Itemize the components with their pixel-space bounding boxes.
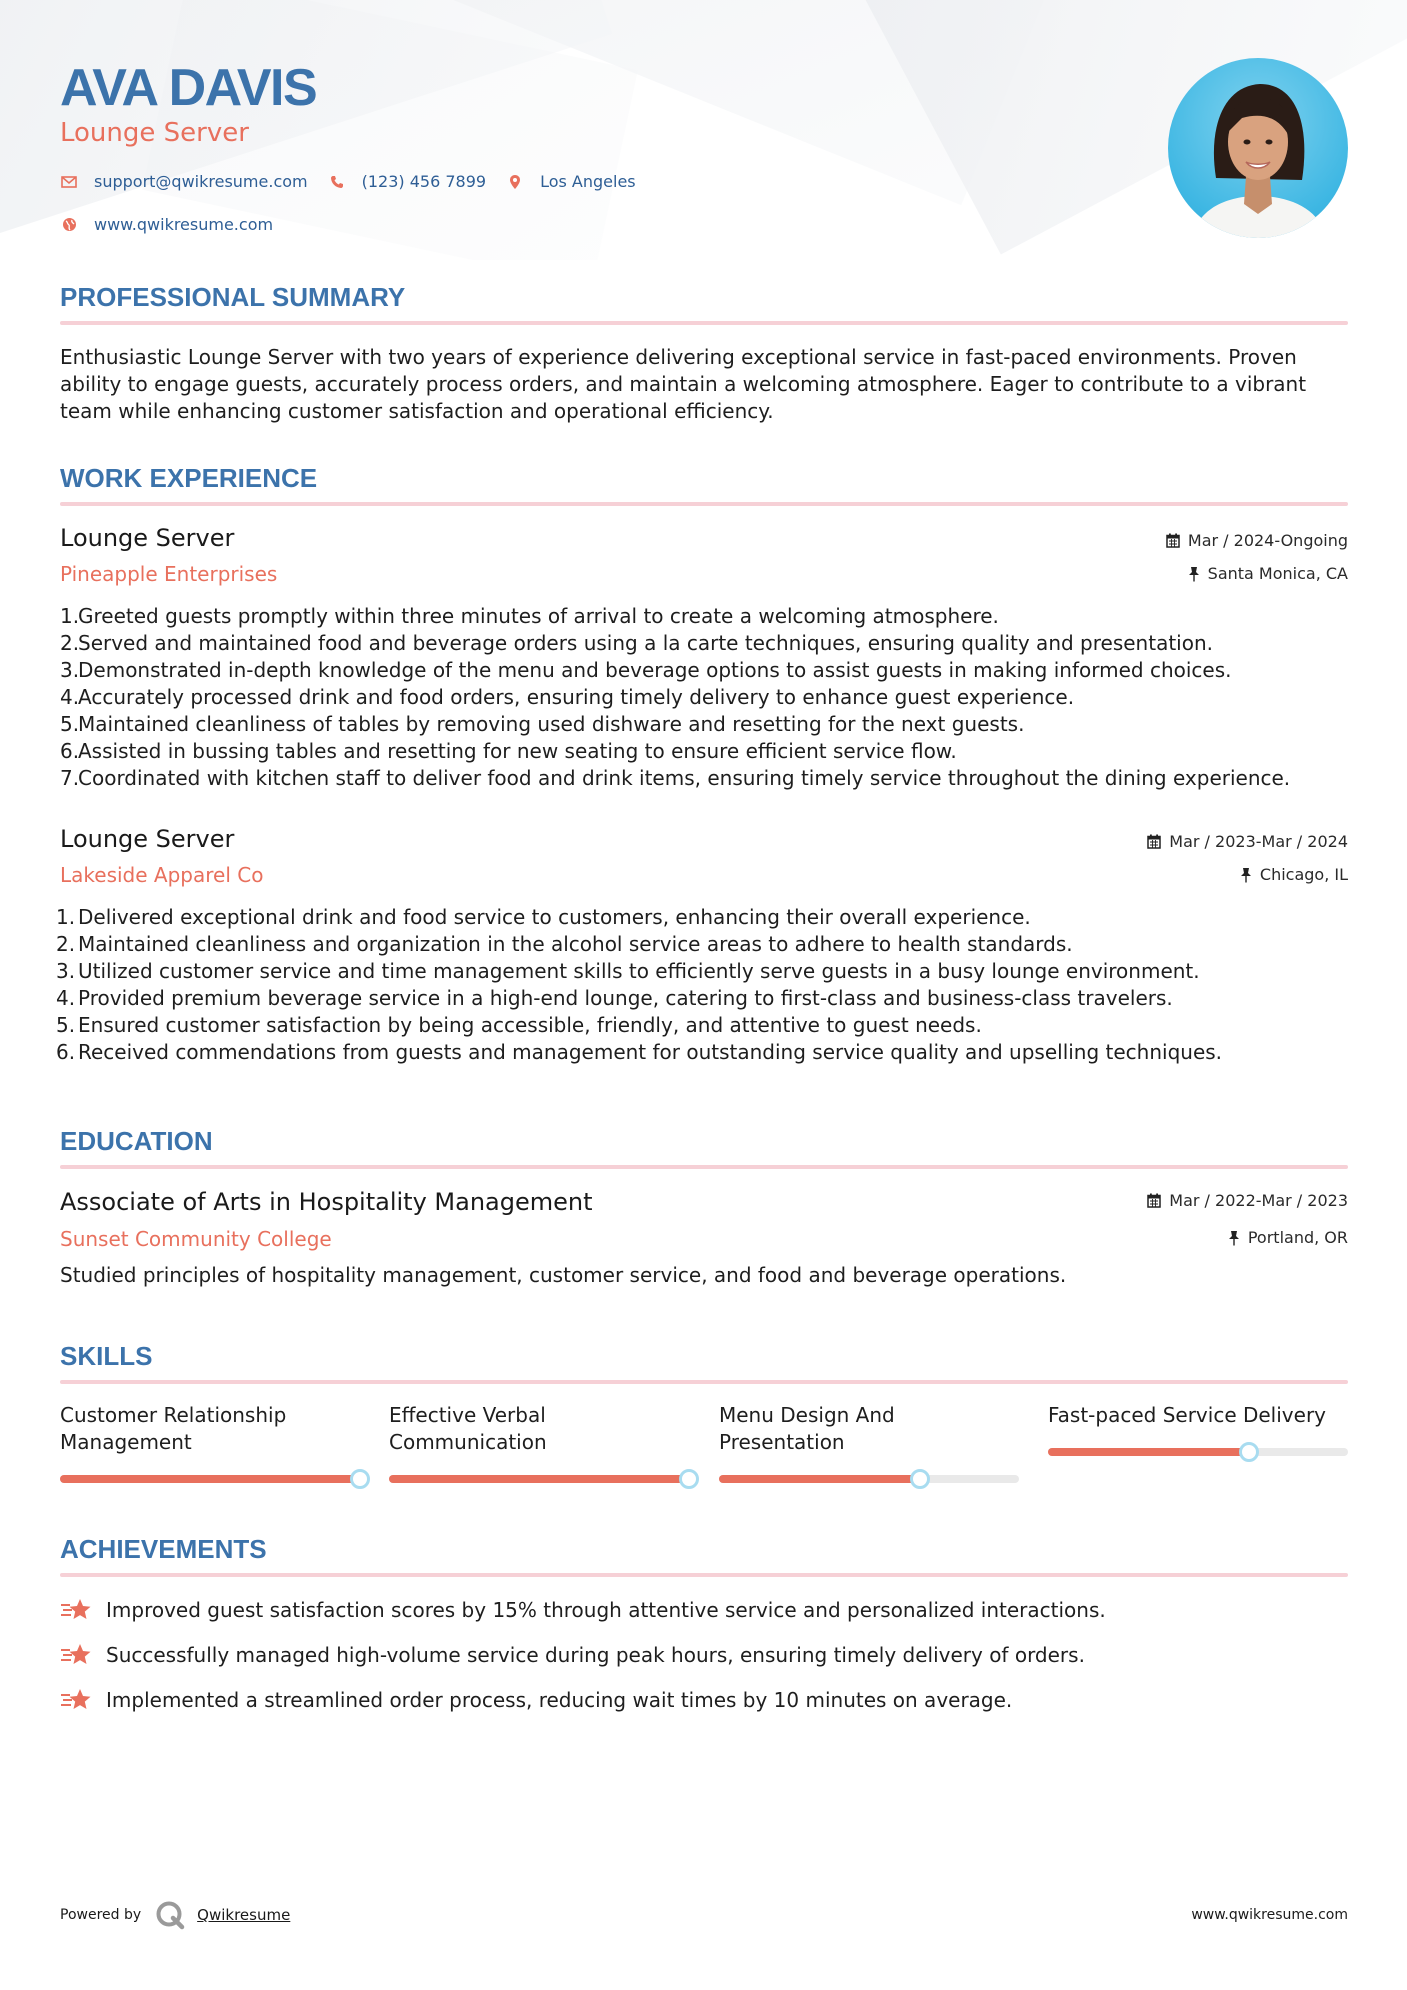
list-item: 3. Utilized customer service and time management skills to efficiently serve guests in a busy lounge environment. <box>56 959 1200 983</box>
section-divider <box>60 1380 1348 1384</box>
job-title: Lounge Server <box>60 825 235 853</box>
section-title-education: EDUCATION <box>60 1126 213 1156</box>
location-pin-icon <box>506 173 524 191</box>
phone-icon <box>328 173 346 191</box>
section-title-summary: PROFESSIONAL SUMMARY <box>60 282 406 312</box>
list-item: 2. Maintained cleanliness and organization in the alcohol service areas to adhere to health standards. <box>56 932 1073 956</box>
candidate-role: Lounge Server <box>60 118 249 148</box>
shooting-star-icon <box>60 1641 92 1669</box>
email-link[interactable]: support@qwikresume.com <box>94 172 308 191</box>
job-location: Santa Monica, CA <box>1188 564 1348 583</box>
list-item: 6. Assisted in bussing tables and resetting for new seating to ensure efficient service flow. <box>60 739 957 763</box>
skill-bar <box>389 1475 689 1483</box>
job-location: Chicago, IL <box>1240 865 1348 884</box>
skill-bar-knob <box>910 1469 930 1489</box>
profile-photo <box>1168 58 1348 238</box>
section-title-skills: SKILLS <box>60 1341 153 1371</box>
pushpin-icon <box>1228 1230 1240 1246</box>
job-title: Lounge Server <box>60 524 235 552</box>
shooting-star-icon <box>60 1596 92 1624</box>
pushpin-icon <box>1188 566 1200 582</box>
calendar-icon <box>1166 533 1180 548</box>
section-divider <box>60 1165 1348 1169</box>
envelope-icon <box>60 173 78 191</box>
list-item: 4. Accurately processed drink and food orders, ensuring timely delivery to enhance guest experience. <box>60 685 1075 709</box>
footer-powered-by <box>60 1900 290 1930</box>
skill-bar <box>719 1475 1019 1483</box>
company-name: Lakeside Apparel Co <box>60 863 264 887</box>
education-dates: Mar / 2022-Mar / 2023 <box>1147 1191 1348 1210</box>
achievement-text: Implemented a streamlined order process, reducing wait times by 10 minutes on average. <box>106 1688 1013 1712</box>
skill-item <box>719 1402 1019 1456</box>
phone-number[interactable]: (123) 456 7899 <box>361 172 487 191</box>
calendar-icon <box>1147 1193 1161 1208</box>
skill-item <box>60 1402 360 1456</box>
skill-bar-fill <box>389 1475 689 1483</box>
shooting-star-icon <box>60 1686 92 1714</box>
section-title-achievements: ACHIEVEMENTS <box>60 1534 267 1564</box>
skill-label: Customer Relationship Management <box>60 1403 287 1454</box>
education-description: Studied principles of hospitality management, customer service, and food and beverage operations. <box>60 1263 1067 1287</box>
location-text: Los Angeles <box>540 172 636 191</box>
pushpin-icon <box>1240 867 1252 883</box>
job-bullets <box>60 603 1360 792</box>
achievement-item <box>60 1596 1106 1624</box>
skill-bar-fill <box>1048 1448 1249 1456</box>
skill-bar-knob <box>350 1469 370 1489</box>
company-name: Pineapple Enterprises <box>60 562 278 586</box>
skill-label: Effective Verbal Communication <box>389 1403 547 1454</box>
section-divider <box>60 1573 1348 1577</box>
list-item: 6. Received commendations from guests and management for outstanding service quality and upselling techniques. <box>56 1040 1223 1064</box>
job-bullets <box>56 904 1356 1066</box>
list-item: 5. Maintained cleanliness of tables by removing used dishware and resetting for the next guests. <box>60 712 1025 736</box>
list-item: 1. Greeted guests promptly within three minutes of arrival to create a welcoming atmosphere. <box>60 604 999 628</box>
achievement-text: Successfully managed high-volume service during peak hours, ensuring timely delivery of orders. <box>106 1643 1085 1667</box>
education-location: Portland, OR <box>1228 1228 1348 1247</box>
qwikresume-logo-icon <box>155 1900 185 1930</box>
section-title-experience: WORK EXPERIENCE <box>60 463 318 493</box>
globe-icon <box>60 216 78 234</box>
section-divider <box>60 502 1348 506</box>
footer-website[interactable]: www.qwikresume.com <box>1191 1907 1348 1923</box>
skill-item <box>1048 1402 1348 1429</box>
job-dates: Mar / 2024-Ongoing <box>1166 531 1348 550</box>
skill-bar <box>1048 1448 1348 1456</box>
brand-link[interactable]: Qwikresume <box>197 1906 291 1924</box>
achievement-item <box>60 1641 1085 1669</box>
list-item: 2. Served and maintained food and beverage orders using a la carte techniques, ensuring quality and presentation. <box>60 631 1213 655</box>
website-link[interactable]: www.qwikresume.com <box>94 215 274 234</box>
skill-bar-knob <box>679 1469 699 1489</box>
skill-bar-fill <box>719 1475 920 1483</box>
skill-bar-knob <box>1239 1442 1259 1462</box>
skill-label: Menu Design And Presentation <box>719 1403 895 1454</box>
candidate-name: AVA DAVIS <box>60 59 317 117</box>
skill-bar-fill <box>60 1475 360 1483</box>
list-item: 5. Ensured customer satisfaction by being accessible, friendly, and attentive to guest needs. <box>56 1013 982 1037</box>
contact-row <box>60 172 656 191</box>
website-row <box>60 215 293 234</box>
skill-item <box>389 1402 689 1456</box>
summary-text: Enthusiastic Lounge Server with two years of experience delivering exceptional service in fast-paced environments. Proven ability to engage guests, accurately process orders, and maintain a welcoming atmosphere. Eager to contribute to a vibrant team while enhancing customer satisfaction and operational efficiency. <box>60 345 1307 423</box>
achievement-text: Improved guest satisfaction scores by 15% through attentive service and personalized interactions. <box>106 1598 1106 1622</box>
job-dates: Mar / 2023-Mar / 2024 <box>1147 832 1348 851</box>
list-item: 3. Demonstrated in-depth knowledge of the menu and beverage options to assist guests in making informed choices. <box>60 658 1232 682</box>
section-divider <box>60 321 1348 325</box>
skill-label: Fast-paced Service Delivery <box>1048 1403 1326 1427</box>
list-item: 7. Coordinated with kitchen staff to deliver food and drink items, ensuring timely service throughout the dining experience. <box>60 766 1291 790</box>
powered-by-label: Powered by <box>60 1907 142 1923</box>
skill-bar <box>60 1475 360 1483</box>
achievement-item <box>60 1686 1012 1714</box>
list-item: 4. Provided premium beverage service in a high-end lounge, catering to first-class and business-class travelers. <box>56 986 1173 1010</box>
list-item: 1. Delivered exceptional drink and food service to customers, enhancing their overall experience. <box>56 905 1031 929</box>
calendar-icon <box>1147 834 1161 849</box>
school-name: Sunset Community College <box>60 1227 332 1251</box>
degree-title: Associate of Arts in Hospitality Management <box>60 1188 593 1216</box>
